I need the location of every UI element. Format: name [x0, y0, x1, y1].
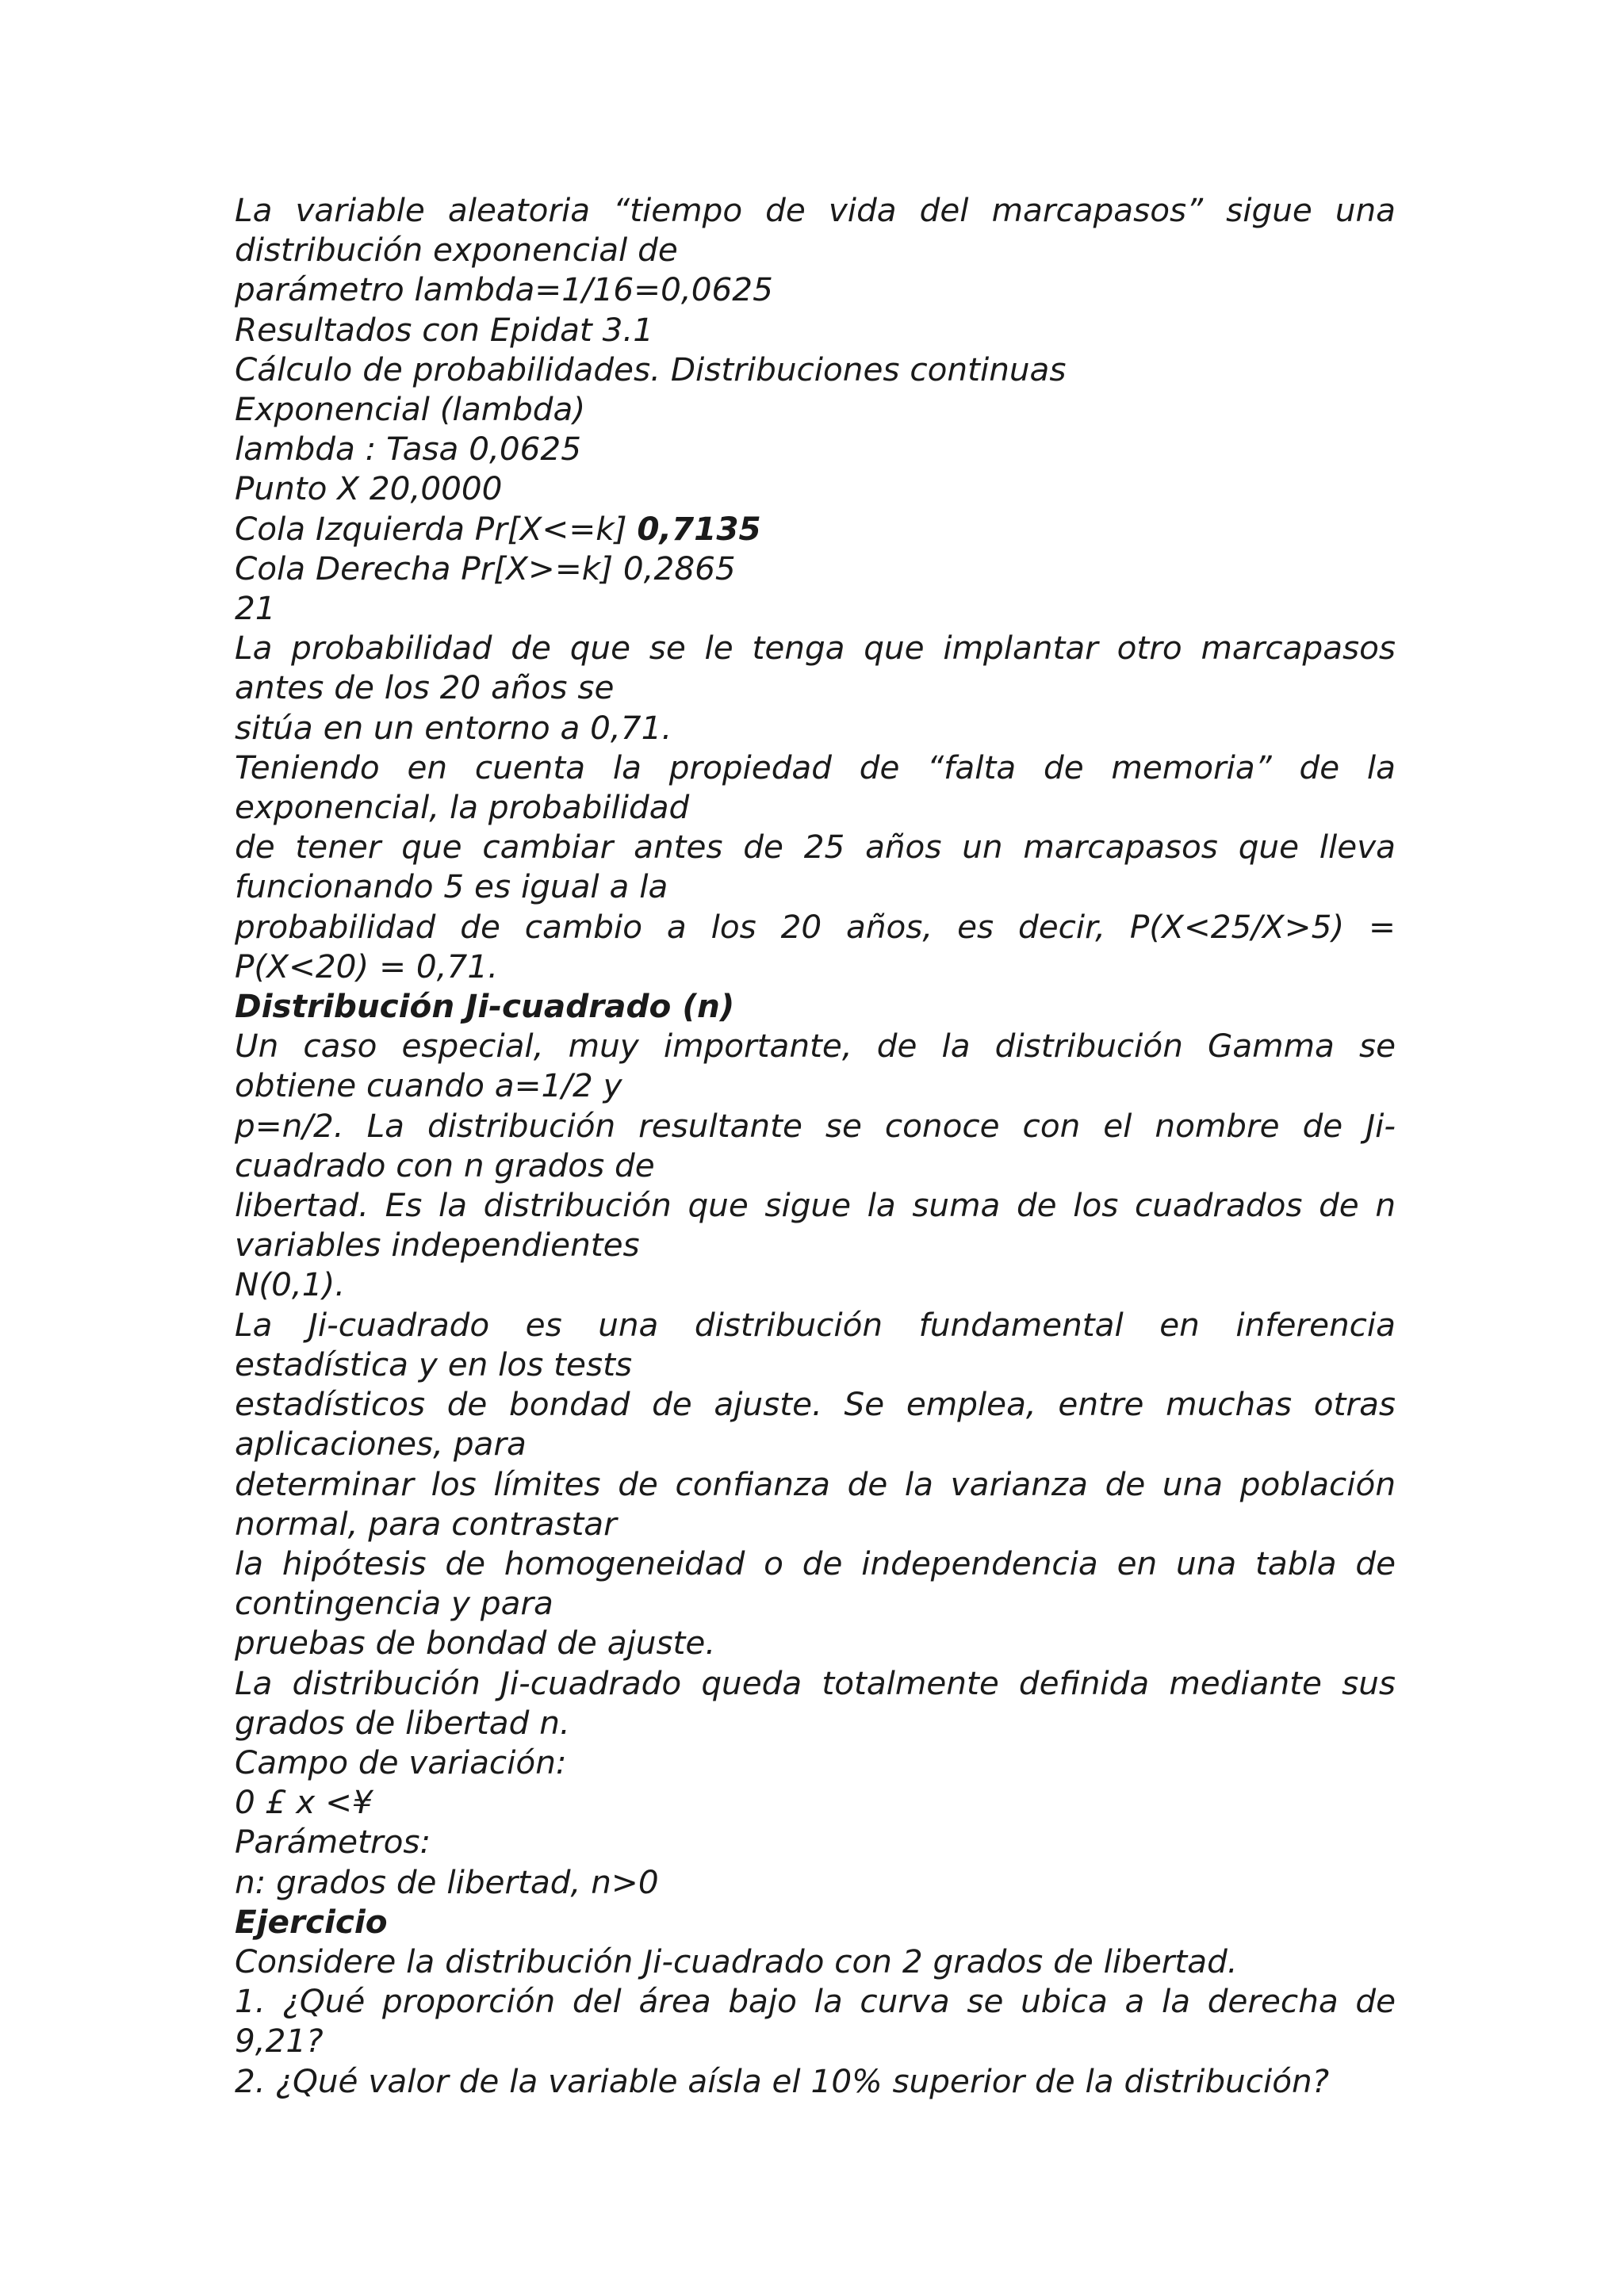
parameters-value: n: grados de libertad, n>0	[235, 1862, 659, 1901]
range-label: Campo de variación:	[235, 1743, 567, 1781]
memory-paragraph-2: de tener que cambiar antes de 25 años un marcapasos que lleva funcionando 5 es igual a la	[235, 828, 1396, 906]
page-number: 21	[235, 589, 276, 628]
chi-paragraph-10: La distribución Ji-cuadrado queda totalmente definida mediante sus grados de libertad n.	[235, 1663, 1396, 1742]
chi-paragraph-3: libertad. Es la distribución que sigue la suma de los cuadrados de n variables independientes	[235, 1186, 1396, 1265]
results-header: Resultados con Epidat 3.1	[235, 310, 654, 349]
left-tail-line	[235, 509, 1396, 549]
probability-paragraph-1: La probabilidad de que se le tenga que implantar otro marcapasos antes de los 20 años se	[235, 629, 1396, 707]
exercise-question-2: 2. ¿Qué valor de la variable aísla el 10% superior de la distribución?	[235, 2061, 1330, 2100]
memory-paragraph-3: probabilidad de cambio a los 20 años, es decir, P(X<25/X>5) = P(X<20) = 0,71.	[235, 907, 1396, 985]
intro-paragraph: La variable aleatoria “tiempo de vida del marcapasos” sigue una distribución exponencial de	[235, 191, 1396, 270]
parameter-line: parámetro lambda=1/16=0,0625	[235, 270, 773, 309]
right-tail-line: Cola Derecha Pr[X>=k] 0,2865	[235, 549, 736, 587]
probability-paragraph-2: sitúa en un entorno a 0,71.	[235, 708, 672, 747]
calculation-line: Cálculo de probabilidades. Distribuciones continuas	[235, 350, 1067, 388]
chi-paragraph-9: pruebas de bondad de ajuste.	[235, 1624, 716, 1663]
exponential-line: Exponencial (lambda)	[235, 390, 586, 429]
chi-paragraph-8: la hipótesis de homogeneidad o de independencia en una tabla de contingencia y para	[235, 1544, 1396, 1623]
exercise-heading: Ejercicio	[235, 1902, 388, 1941]
chi-paragraph-7: determinar los límites de confianza de la varianza de una población normal, para contrastar	[235, 1464, 1396, 1543]
chi-square-heading: Distribución Ji-cuadrado (n)	[235, 987, 735, 1026]
chi-paragraph-2: p=n/2. La distribución resultante se conoce con el nombre de Ji-cuadrado con n grados de	[235, 1106, 1396, 1184]
left-tail-label: Cola Izquierda Pr[X<=k]	[235, 509, 638, 548]
memory-paragraph-1: Teniendo en cuenta la propiedad de “falta de memoria” de la exponencial, la probabilidad	[235, 748, 1396, 827]
left-tail-value: 0,7135	[637, 509, 761, 548]
lambda-rate-line: lambda : Tasa 0,0625	[235, 430, 581, 469]
chi-paragraph-5: La Ji-cuadrado es una distribución fundamental en inferencia estadística y en los tests	[235, 1305, 1396, 1383]
range-value: 0 £ x <¥	[235, 1783, 373, 1822]
document-page	[235, 190, 1396, 2101]
exercise-question-1: 1. ¿Qué proporción del área bajo la curva se ubica a la derecha de 9,21?	[235, 1982, 1396, 2061]
chi-paragraph-1: Un caso especial, muy importante, de la distribución Gamma se obtiene cuando a=1/2 y	[235, 1027, 1396, 1105]
parameters-label: Parámetros:	[235, 1823, 431, 1862]
point-line: Punto X 20,0000	[235, 469, 503, 508]
chi-paragraph-4: N(0,1).	[235, 1265, 346, 1304]
exercise-intro: Considere la distribución Ji-cuadrado con 2 grados de libertad.	[235, 1942, 1238, 1980]
chi-paragraph-6: estadísticos de bondad de ajuste. Se emplea, entre muchas otras aplicaciones, para	[235, 1385, 1396, 1464]
